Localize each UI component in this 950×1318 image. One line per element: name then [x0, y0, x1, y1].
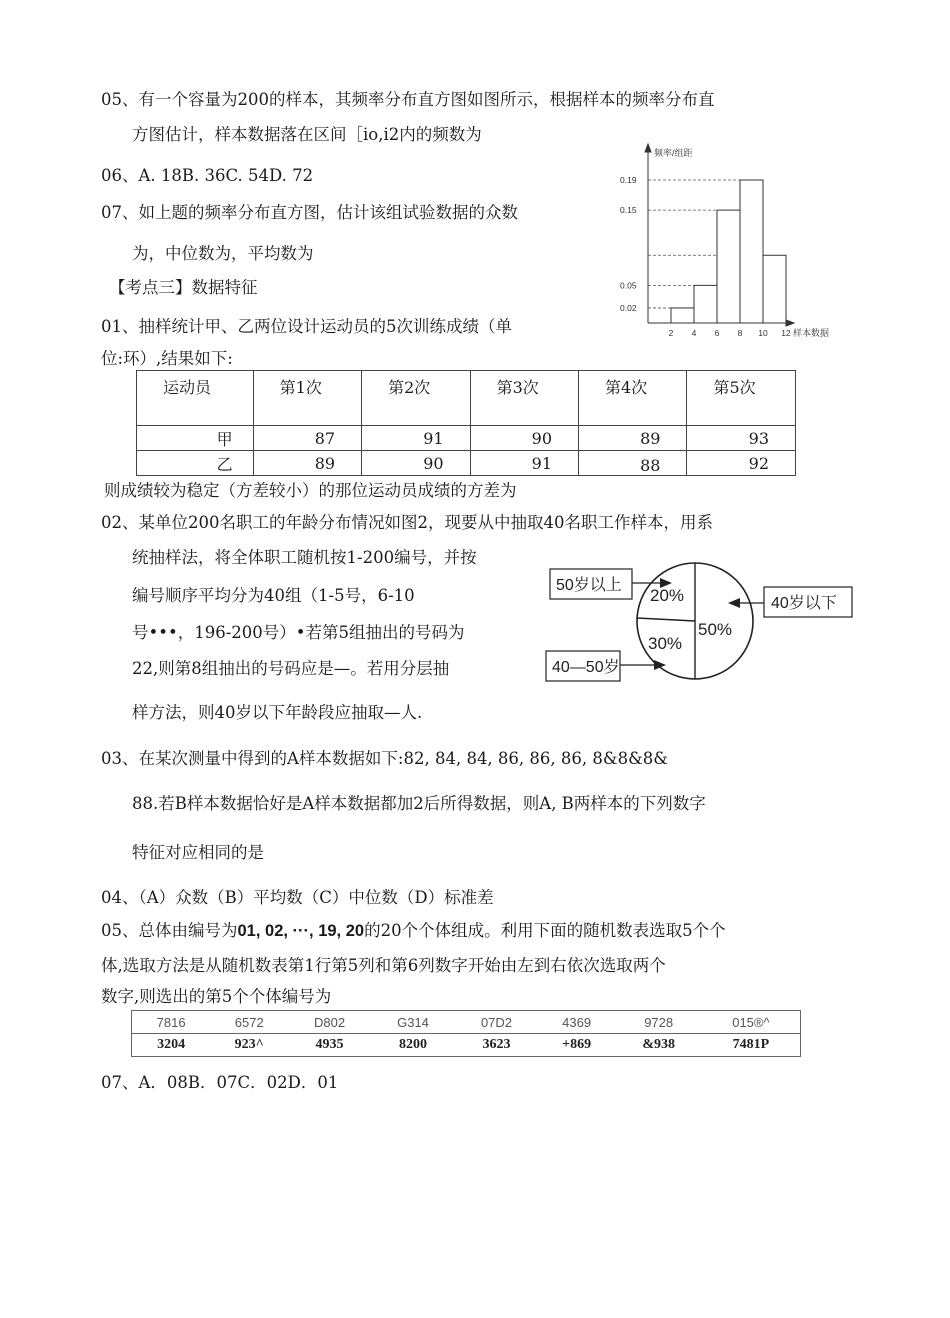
random-cell: D802 [288, 1011, 371, 1034]
callout-40-50: 40—50岁 [552, 659, 620, 676]
score-cell: 90 [470, 426, 578, 451]
random-number-table [131, 1010, 801, 1057]
random-cell: G314 [371, 1011, 455, 1034]
score-header-row [137, 371, 796, 426]
p07-options: 07、A．08B．07C．02D．01 [101, 1073, 339, 1092]
p01-after: 则成绩较为稳定（方差较小）的那位运动员成绩的方差为 [104, 481, 517, 500]
hist-bar [740, 180, 763, 323]
hist-y-tick-label: 0.19 [620, 175, 637, 185]
random-cell: +869 [562, 1037, 592, 1052]
score-cell: 89 [253, 451, 361, 476]
score-cell: 92 [687, 451, 796, 476]
section-title: 【考点三】数据特征 [109, 278, 258, 297]
hist-x-tick-label: 6 [714, 328, 720, 338]
p05-line1 [101, 920, 726, 942]
score-cell: 90 [362, 451, 470, 476]
arrow-right-icon [654, 660, 666, 670]
q07-line2: 为，中位数为，平均数为 [132, 244, 314, 263]
header-cell: 第3次 [470, 371, 578, 426]
p02-line4: 号•••，196-200号）•若第5组抽出的号码为 [132, 623, 465, 642]
header-cell: 第1次 [253, 371, 361, 426]
hist-bar [717, 210, 740, 323]
q05-line1: 05、有一个容量为200的样本，其频率分布直方图如图所示，根据样本的频率分布直 [101, 90, 715, 109]
frequency-histogram [610, 140, 850, 340]
athlete-name: 甲 [137, 426, 254, 451]
q06-options: 06、A. 18B. 36C. 54D. 72 [101, 166, 314, 185]
p05-line2: 体,选取方法是从随机数表第1行第5列和第6列数字开始由左到右依次选取两个 [101, 956, 666, 975]
p05-numbers: 01, 02, ···, 19, 20 [237, 922, 365, 940]
random-cell: 4369 [538, 1011, 616, 1034]
age-pie-chart [540, 555, 860, 690]
hist-x-tick-label: 12 [781, 328, 791, 338]
callout-50-up: 50岁以上 [556, 577, 622, 594]
p03-line1: 03、在某次测量中得到的A样本数据如下:82, 84, 84, 86, 86, 86, 8&8&8& [101, 749, 668, 768]
p02-line3: 编号顺序平均分为40组（1-5号，6-10 [132, 586, 415, 605]
random-cell: 8200 [399, 1037, 428, 1052]
hist-x-tick-label: 4 [691, 328, 697, 338]
pie-label-30: 30% [648, 634, 683, 653]
random-cell: 923^ [234, 1037, 264, 1052]
random-cell: 3623 [482, 1037, 511, 1052]
table-row [137, 451, 796, 476]
score-cell: 93 [687, 426, 796, 451]
hist-x-tick-label: 8 [737, 328, 743, 338]
score-cell: 87 [253, 426, 361, 451]
callout-40-down: 40岁以下 [771, 595, 837, 612]
header-cell: 第5次 [687, 371, 796, 426]
header-cell: 运动员 [137, 371, 254, 426]
table-row [132, 1011, 801, 1034]
pie-divider-left [637, 618, 695, 621]
score-table [136, 370, 796, 476]
athlete-name: 乙 [137, 451, 254, 476]
header-cell: 第2次 [362, 371, 470, 426]
table-row [132, 1034, 801, 1057]
p02-line1: 02、某单位200名职工的年龄分布情况如图2，现要从中抽取40名职工作样本，用系 [101, 513, 713, 532]
table-row [137, 426, 796, 451]
hist-ylabel: 频率/组距 [654, 148, 693, 158]
hist-y-tick-label: 0.02 [620, 302, 637, 313]
hist-x-tick-label: 10 [758, 328, 768, 338]
random-cell: 3204 [157, 1037, 186, 1052]
p01-line2: 位:环）,结果如下: [101, 349, 233, 368]
hist-y-ticks [620, 175, 637, 313]
score-cell: 91 [470, 451, 578, 476]
random-cell: 9728 [615, 1011, 701, 1034]
hist-bars [671, 180, 786, 323]
random-cell: 07D2 [455, 1011, 538, 1034]
random-cell: 4935 [315, 1037, 344, 1052]
q07-line1: 07、如上题的频率分布直方图，估计该组试验数据的众数 [101, 203, 518, 222]
hist-xlabel: 样本数据 [793, 328, 830, 338]
hist-x-tick-label: 2 [668, 328, 674, 338]
p05-line3: 数字,则选出的第5个个体编号为 [101, 987, 332, 1006]
pie-label-20: 20% [650, 586, 685, 605]
header-cell: 第4次 [579, 371, 687, 426]
pie-label-50: 50% [698, 620, 733, 639]
p02-line2: 统抽样法，将全体职工随机按1-200编号，并按 [132, 548, 477, 567]
p02-line5: 22,则第8组抽出的号码应是—。若用分层抽 [132, 659, 450, 678]
hist-bar [763, 255, 786, 323]
p03-line2: 88.若B样本数据恰好是A样本数据都加2后所得数据，则A, B两样本的下列数字 [132, 794, 706, 813]
p05-line1-a: 05、总体由编号为 [101, 921, 238, 940]
score-cell: 88 [579, 451, 687, 476]
p04-options: 04、（A）众数（B）平均数（C）中位数（D）标准差 [101, 888, 494, 907]
hist-x-ticks [669, 328, 791, 338]
score-cell: 89 [579, 426, 687, 451]
random-cell: &938 [642, 1037, 675, 1052]
p01-line1: 01、抽样统计甲、乙两位设计运动员的5次训练成绩（单 [101, 317, 512, 336]
p03-line3: 特征对应相同的是 [132, 843, 264, 862]
hist-y-tick-label: 0.15 [620, 205, 637, 216]
hist-bar [694, 285, 717, 323]
random-cell: 015®^ [702, 1011, 801, 1034]
random-cell: 6572 [210, 1011, 288, 1034]
random-cell: 7481P [732, 1037, 770, 1052]
p02-line6: 样方法，则40岁以下年龄段应抽取—人. [132, 703, 423, 722]
random-cell: 7816 [132, 1011, 211, 1034]
q05-line2: 方图估计，样本数据落在区间［io,i2内的频数为 [132, 125, 482, 144]
hist-y-tick-label: 0.05 [620, 280, 637, 291]
p05-line1-c: 的20个个体组成。利用下面的随机数表选取5个个 [364, 921, 726, 940]
arrow-left-icon [728, 598, 740, 608]
score-cell: 91 [362, 426, 470, 451]
hist-bar [671, 308, 694, 323]
